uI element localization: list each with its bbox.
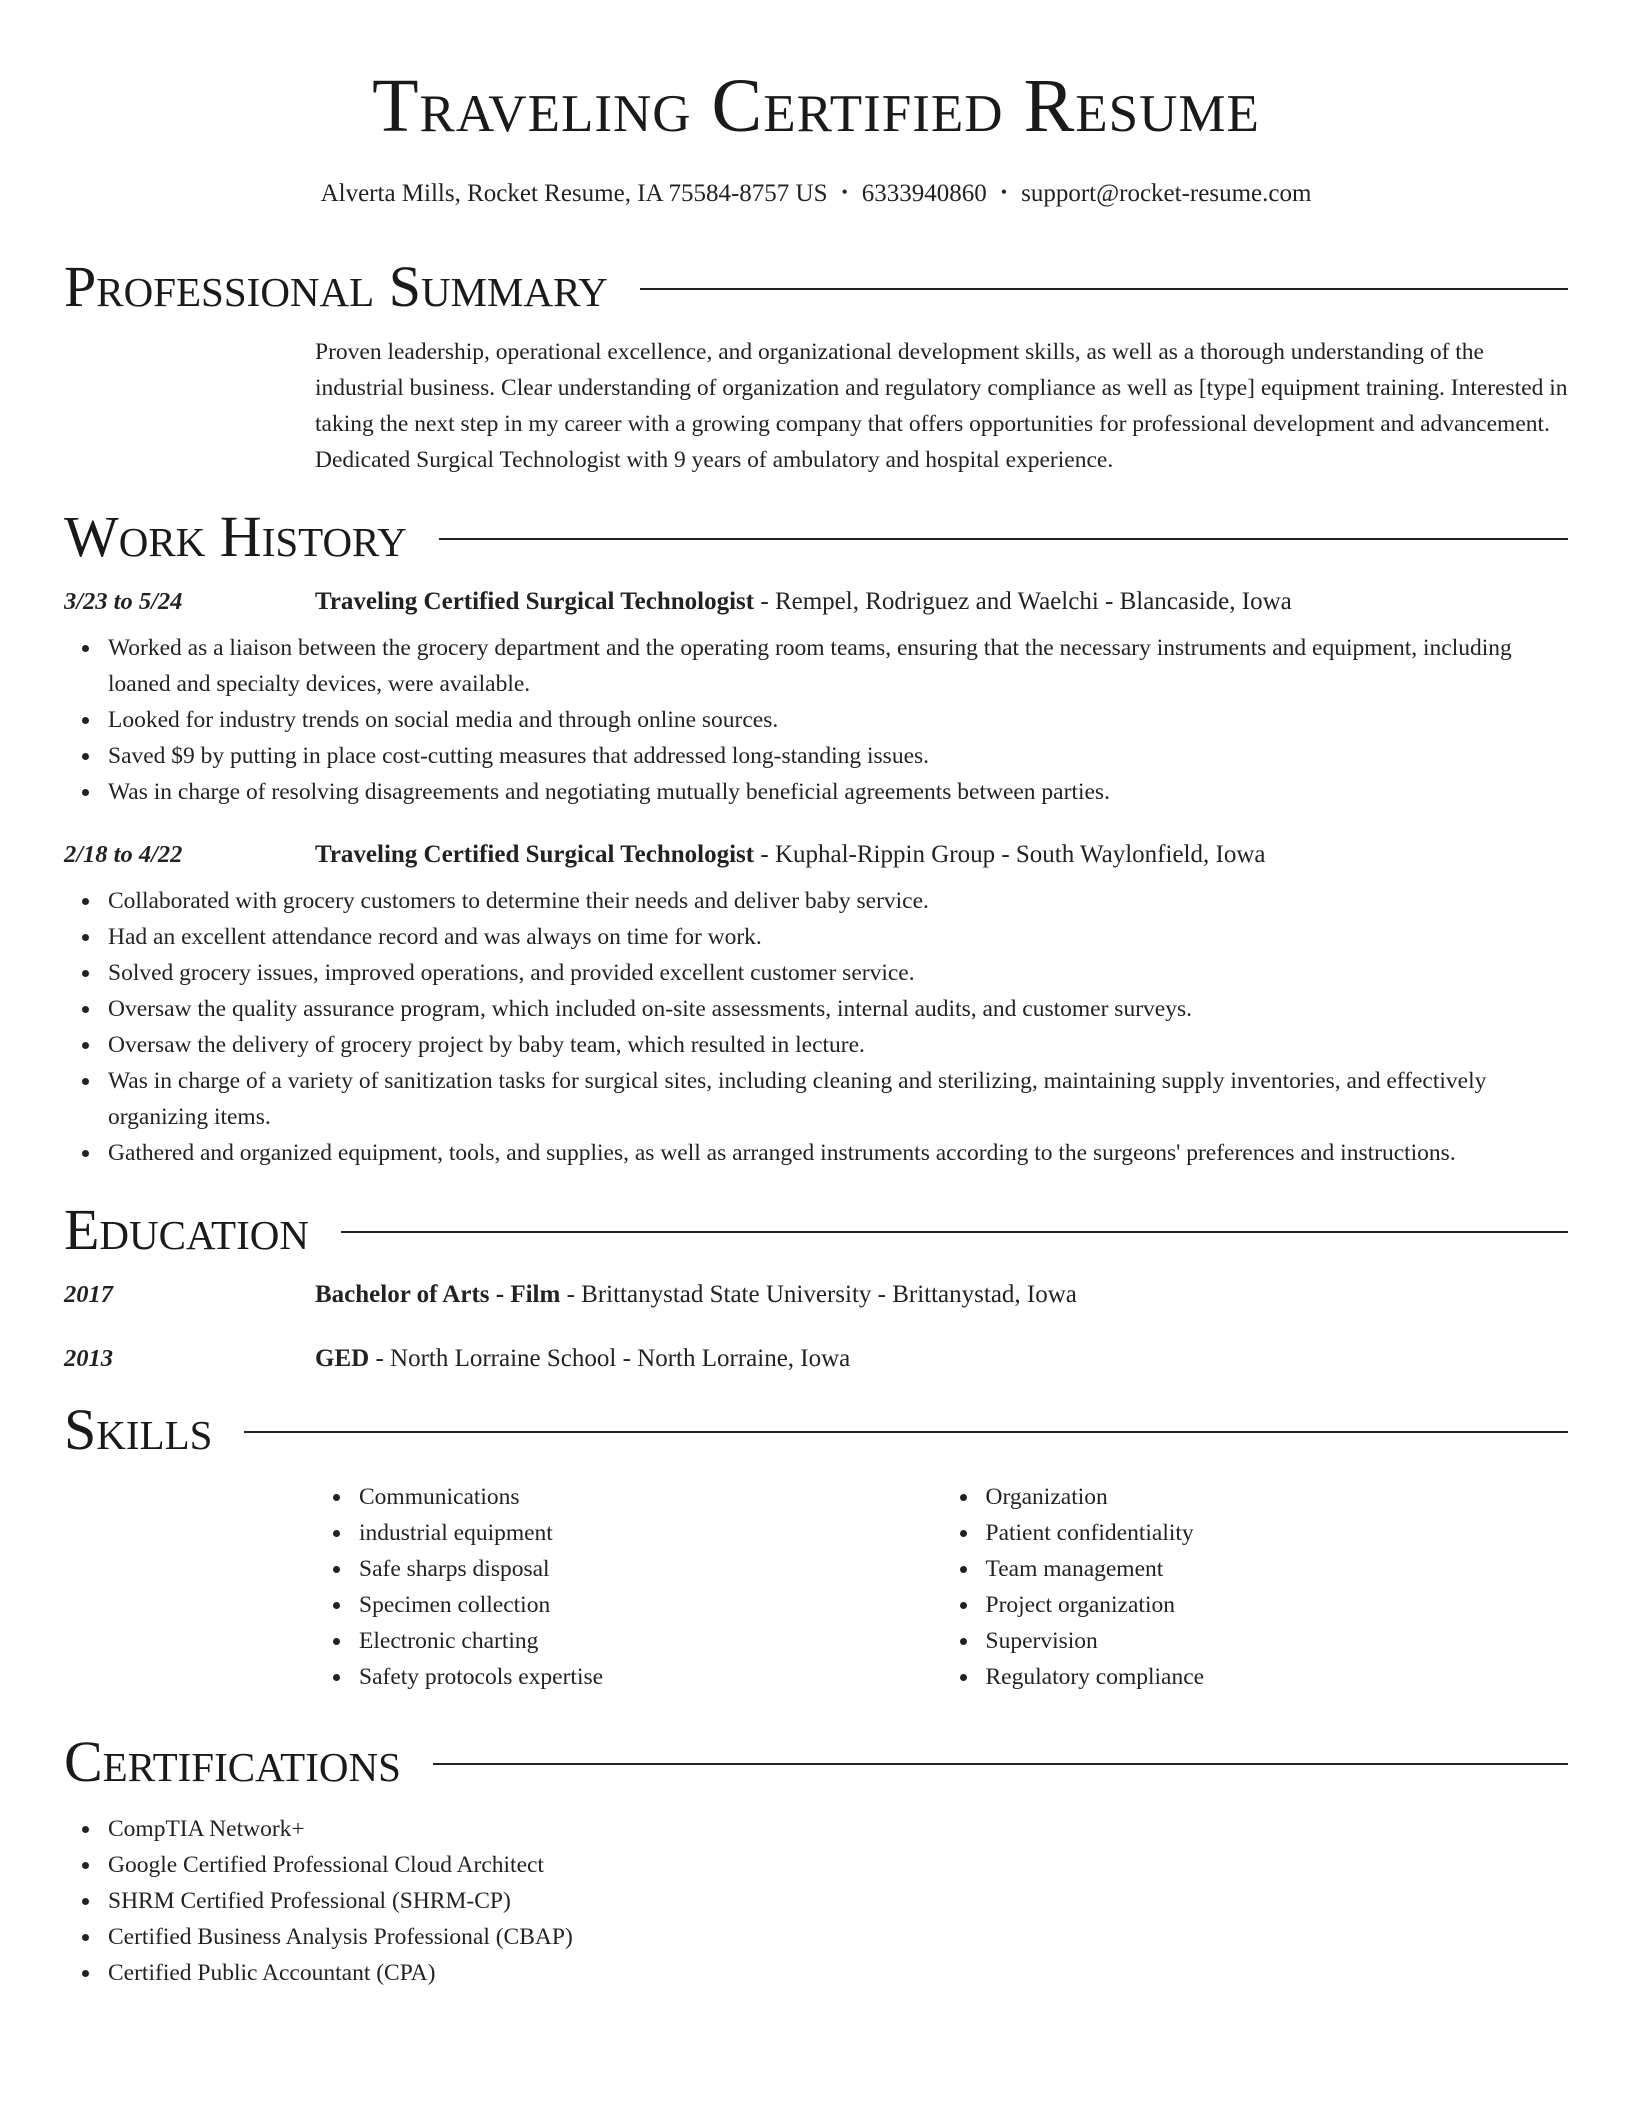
list-item: Oversaw the quality assurance program, which included on-site assessments, internal audits, and customer surveys. xyxy=(108,991,1568,1027)
contact-email[interactable]: support@rocket-resume.com xyxy=(1021,180,1312,207)
section-heading-skills xyxy=(64,1397,1568,1462)
skill-item: industrial equipment xyxy=(359,1515,942,1551)
job-dates: 3/23 to 5/24 xyxy=(64,588,183,615)
contact-address: Alverta Mills, Rocket Resume, IA 75584-8757 US xyxy=(320,180,828,207)
section-heading-certifications xyxy=(64,1729,1568,1794)
section-heading-work xyxy=(64,504,1568,569)
section-divider xyxy=(439,538,1568,540)
skill-item: Regulatory compliance xyxy=(986,1659,1569,1695)
skill-item: Communications xyxy=(359,1479,942,1515)
job-header xyxy=(64,588,1568,616)
job-bullets xyxy=(64,630,1568,810)
section-divider xyxy=(244,1431,1568,1433)
resume-title: Traveling Certified Resume xyxy=(372,64,1260,148)
list-item: Collaborated with grocery customers to determine their needs and deliver baby service. xyxy=(108,883,1568,919)
section-divider xyxy=(640,288,1568,290)
certification-item: CompTIA Network+ xyxy=(108,1811,1568,1847)
education-entry xyxy=(64,1281,1568,1309)
list-item: Looked for industry trends on social media and through online sources. xyxy=(108,702,1568,738)
section-heading-summary xyxy=(64,254,1568,319)
job-title: Traveling Certified Surgical Technologist xyxy=(315,841,755,868)
skill-item: Safety protocols expertise xyxy=(359,1659,942,1695)
list-item: Saved $9 by putting in place cost-cutting measures that addressed long-standing issues. xyxy=(108,738,1568,774)
section-heading-education xyxy=(64,1197,1568,1262)
skills-columns xyxy=(315,1479,1568,1695)
certifications-list xyxy=(64,1811,1568,1991)
section-heading-label: Certifications xyxy=(64,1729,401,1794)
contact-separator: • xyxy=(1000,182,1008,202)
education-degree: Bachelor of Arts - Film xyxy=(315,1281,561,1308)
section-heading-label: Professional Summary xyxy=(64,254,608,319)
certification-item: Google Certified Professional Cloud Architect xyxy=(108,1847,1568,1883)
education-school: - Brittanystad State University - Brittanystad, Iowa xyxy=(560,1281,1077,1308)
job-header xyxy=(64,841,1568,869)
skills-list-left xyxy=(315,1479,942,1695)
education-year: 2017 xyxy=(64,1281,113,1308)
section-divider xyxy=(433,1763,1568,1765)
contact-line xyxy=(64,180,1568,208)
education-year: 2013 xyxy=(64,1345,113,1372)
list-item: Had an excellent attendance record and was always on time for work. xyxy=(108,919,1568,955)
education-entry xyxy=(64,1345,1568,1373)
skill-item: Organization xyxy=(986,1479,1569,1515)
skills-list-right xyxy=(942,1479,1569,1695)
summary-text: Proven leadership, operational excellence, and organizational development skills, as well as a thorough understanding of the industrial business. Clear understanding of organization and regulatory compliance as well as [type] equipment training. Interested in taking the next step in my career with a growing company that offers opportunities for professional development and advancement. Dedicated Surgical Technologist with 9 years of ambulatory and hospital experience. xyxy=(315,339,1568,473)
skill-item: Specimen collection xyxy=(359,1587,942,1623)
job-employer: - Rempel, Rodriguez and Waelchi - Blancaside, Iowa xyxy=(754,588,1292,615)
list-item: Was in charge of a variety of sanitization tasks for surgical sites, including cleaning and sterilizing, maintaining supply inventories, and effectively organizing items. xyxy=(108,1063,1568,1135)
certification-item: Certified Public Accountant (CPA) xyxy=(108,1955,1568,1991)
education-school: - North Lorraine School - North Lorraine, Iowa xyxy=(369,1345,851,1372)
skill-item: Supervision xyxy=(986,1623,1569,1659)
skill-item: Electronic charting xyxy=(359,1623,942,1659)
contact-separator: • xyxy=(841,182,848,202)
section-heading-label: Work History xyxy=(64,504,407,569)
skill-item: Project organization xyxy=(986,1587,1569,1623)
job-title: Traveling Certified Surgical Technologist xyxy=(315,588,755,615)
job-entry xyxy=(64,841,1568,1171)
job-bullets xyxy=(64,883,1568,1171)
job-dates: 2/18 to 4/22 xyxy=(64,841,183,868)
contact-phone: 6333940860 xyxy=(861,180,987,207)
list-item: Was in charge of resolving disagreements and negotiating mutually beneficial agreements between parties. xyxy=(108,774,1568,810)
section-heading-label: Education xyxy=(64,1197,309,1262)
list-item: Oversaw the delivery of grocery project by baby team, which resulted in lecture. xyxy=(108,1027,1568,1063)
job-entry xyxy=(64,588,1568,810)
section-heading-label: Skills xyxy=(64,1397,213,1462)
skill-item: Team management xyxy=(986,1551,1569,1587)
certification-item: Certified Business Analysis Professional (CBAP) xyxy=(108,1919,1568,1955)
list-item: Solved grocery issues, improved operations, and provided excellent customer service. xyxy=(108,955,1568,991)
job-employer: - Kuphal-Rippin Group - South Waylonfield, Iowa xyxy=(754,841,1266,868)
section-divider xyxy=(341,1231,1568,1233)
list-item: Gathered and organized equipment, tools, and supplies, as well as arranged instruments according to the surgeons' preferences and instructions. xyxy=(108,1135,1568,1171)
skill-item: Safe sharps disposal xyxy=(359,1551,942,1587)
certification-item: SHRM Certified Professional (SHRM-CP) xyxy=(108,1883,1568,1919)
list-item: Worked as a liaison between the grocery department and the operating room teams, ensuring that the necessary instruments and equipment, including loaned and specialty devices, were available. xyxy=(108,630,1568,702)
skill-item: Patient confidentiality xyxy=(986,1515,1569,1551)
education-degree: GED xyxy=(315,1345,370,1372)
resume-page xyxy=(64,0,1568,1991)
